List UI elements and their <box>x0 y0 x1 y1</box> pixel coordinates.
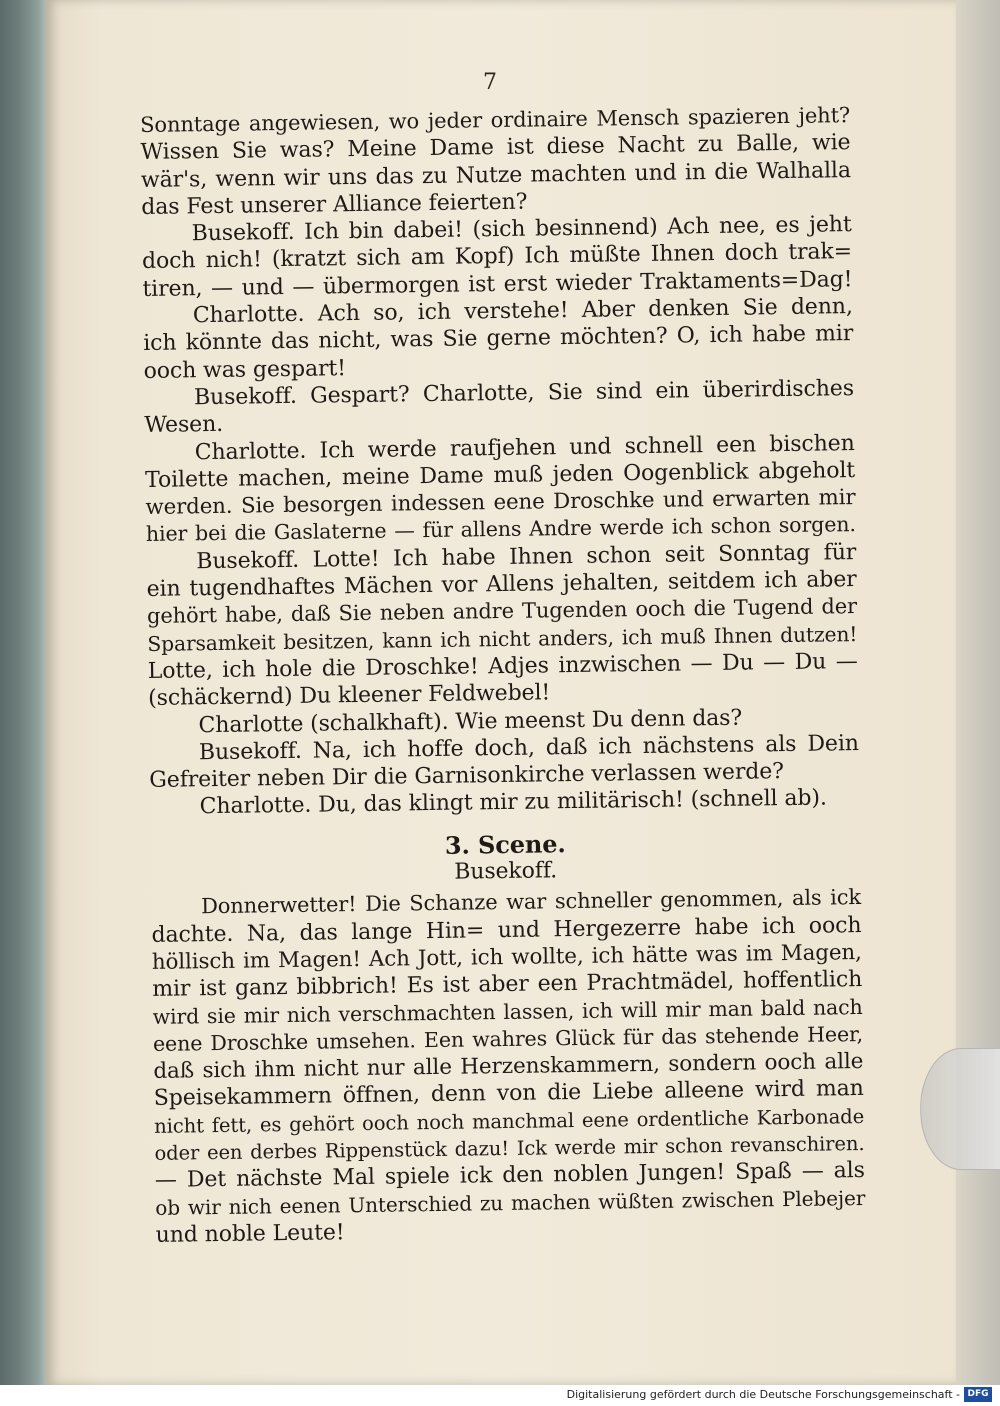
scene-heading: 3. Scene. <box>444 828 566 860</box>
text-line: Busekoff. Na, ich hoffe doch, daß ich nächstens als Dein <box>198 730 860 766</box>
text-line: Donnerwetter! Die Schanze war schneller genommen, als ick <box>200 885 862 919</box>
text-line: doch nich! (kratzt sich am Kopf) Ich müßte Ihnen doch trak= <box>141 239 853 275</box>
text-line: nicht fett, es gehört ooch noch manchmal eene ordentliche Karbonade <box>153 1104 865 1138</box>
text-line: Lotte, ich hole die Droschke! Adjes inzwischen — Du — Du — <box>147 648 858 684</box>
text-line: Charlotte. Ich werde raufjehen und schnell een bischen <box>194 430 855 465</box>
text-line: und noble Leute! <box>155 1220 345 1248</box>
text-line: Sparsamkeit besitzen, kann ich nicht anders, ich muß Ihnen dutzen! <box>147 621 858 656</box>
text-line: höllisch im Magen! Ach Jott, ich wollte, ich hätte was im Magen, <box>151 939 862 975</box>
text-line: — Det nächste Mal spiele ick den noblen Jungen! Spaß — als <box>154 1158 866 1194</box>
text-line: das Fest unserer Alliance feierten? <box>141 189 528 220</box>
text-line: Wissen Sie was? Meine Dame ist diese Nacht zu Balle, wie <box>140 130 851 166</box>
text-line: dachte. Na, das lange Hin= und Hergezerre habe ich ooch <box>151 912 862 948</box>
text-line: Busekoff. Ich bin dabei! (sich besinnend) Ach nee, es jeht <box>191 212 852 247</box>
text-line: Charlotte (schalkhaft). Wie meenst Du denn das? <box>198 705 743 738</box>
text-line: ooch was gespart! <box>143 355 347 384</box>
text-line: werden. Sie besorgen indessen eene Droschke und erwarten mir <box>145 485 856 521</box>
text-line: Charlotte. Ach so, ich verstehe! Aber denken Sie denn, <box>192 294 853 329</box>
text-line: wär's, wenn wir uns das zu Nutze machten und in die Walhalla <box>140 157 852 193</box>
body-text <box>140 102 866 1249</box>
page-number: 7 <box>483 70 497 95</box>
text-line: daß sich ihm nicht nur alle Herzenskammern, sondern ooch alle <box>153 1049 864 1084</box>
page-edge <box>956 0 1000 1385</box>
scene-speaker: Busekoff. <box>454 858 558 885</box>
text-line: mir ist ganz bibbrich! Es ist aber een Prachtmädel, hoffentlich <box>152 967 863 1003</box>
dfg-logo: DFG <box>964 1387 992 1402</box>
page-clip <box>920 1048 1000 1170</box>
text-line: oder een derbes Rippenstück dazu! Ick werde mir schon revanschiren. <box>154 1131 865 1165</box>
text-line: ob wir nich eenen Unterschied zu machen wüßten zwischen Plebejer <box>155 1185 866 1220</box>
text-line: Charlotte. Du, das klingt mir zu militärisch! (schnell ab). <box>199 785 827 820</box>
text-line: hier bei die Gaslaterne — für allens Andre werde ich schon sorgen. <box>145 512 856 547</box>
text-line: Gefreiter neben Dir die Garnisonkirche verlassen werde? <box>149 759 785 794</box>
text-line: (schäckernd) Du kleener Feldwebel! <box>148 680 551 712</box>
text-line: ein tugendhaftes Mächen vor Allens jehalten, seitdem ich aber <box>146 567 857 602</box>
text-line: tiren, — und — übermorgen ist erst wieder Traktaments=Dag! <box>142 266 853 302</box>
text-line: Wesen. <box>144 412 224 439</box>
text-line: Sonntage angewiesen, wo jeder ordinaire Mensch spazieren jeht? <box>140 103 851 137</box>
text-line: wird sie mir nich verschmachten lassen, ich will mir man bald nach <box>152 994 863 1029</box>
text-line: Speisekammern öffnen, denn von die Liebe alleene wird man <box>153 1076 864 1112</box>
text-line: ich könnte das nicht, was Sie gerne möchten? O, ich habe mir <box>143 321 854 357</box>
text-line: Toilette machen, meine Dame muß jeden Oogenblick abgeholt <box>144 457 856 493</box>
text-line: gehört habe, daß Sie neben andre Tugenden ooch die Tugend der <box>146 594 858 629</box>
book-spine <box>0 0 48 1385</box>
text-line: eene Droschke umsehen. Een wahres Glück für das stehende Heer, <box>152 1021 864 1056</box>
text-line: Busekoff. Lotte! Ich habe Ihnen schon seit Sonntag für <box>196 539 857 575</box>
text-line: Busekoff. Gespart? Charlotte, Sie sind ein überirdisches <box>193 376 855 411</box>
footer-credit: Digitalisierung gefördert durch die Deutsche Forschungsgemeinschaft - <box>566 1388 960 1401</box>
footer-bar <box>0 1385 1000 1406</box>
